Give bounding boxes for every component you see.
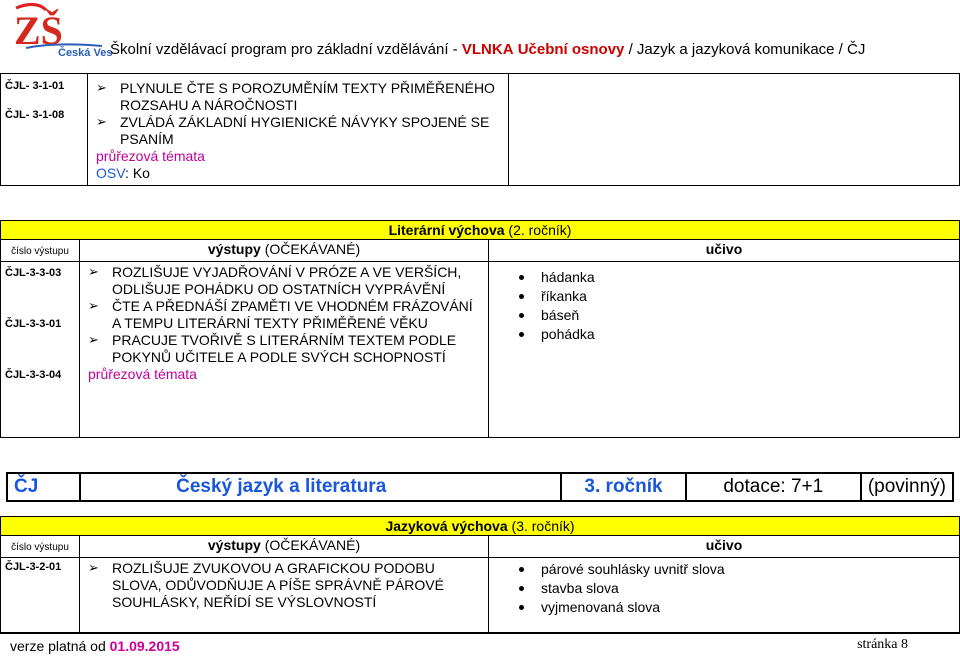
footer-rule (0, 632, 960, 634)
subject-dotace: dotace: 7+1 (686, 473, 861, 501)
osv-label: OSV (96, 165, 126, 181)
content-cell (509, 74, 960, 186)
outcomes-table-reading (0, 73, 960, 186)
section-header (1, 221, 960, 240)
section-year: (2. ročník) (508, 222, 572, 238)
outcomes-table-literature (0, 220, 960, 438)
codes-cell (1, 262, 80, 438)
cross-theme-label: průřezová témata (88, 366, 197, 382)
content-list (489, 560, 959, 617)
content-item: báseň (489, 306, 959, 325)
content-item: párové souhlásky uvnitř slova (489, 560, 959, 579)
subject-bar (6, 472, 954, 502)
content-list (489, 268, 959, 344)
output-item: ➢ ZVLÁDÁ ZÁKLADNÍ HYGIENICKÉ NÁVYKY SPOJENÉ SE PSANÍM (96, 114, 504, 148)
subject-type: (povinný) (861, 473, 953, 501)
subject-name: Český jazyk a literatura (80, 473, 561, 501)
footer-version: verze platná od 01.09.2015 (10, 638, 180, 654)
outcomes-table-language (0, 516, 960, 634)
col-header-outputs: výstupy (OČEKÁVANÉ) (80, 240, 489, 262)
header-osnovy: Učební osnovy (517, 41, 625, 58)
output-code: ČJL- 3-1-08 (5, 108, 65, 121)
subject-code: ČJ (7, 473, 80, 501)
output-code: ČJL- 3-1-01 (5, 80, 65, 92)
content-cell (489, 558, 960, 634)
outputs-cell (88, 74, 509, 186)
content-item: stavba slova (489, 579, 959, 598)
codes-cell (1, 558, 80, 634)
cross-theme-label: průřezová témata (96, 148, 205, 164)
output-code: ČJL-3-3-01 (5, 317, 62, 330)
content-item: hádanka (489, 268, 959, 287)
col-header-outputs: výstupy (OČEKÁVANÉ) (80, 536, 489, 558)
section-header (1, 517, 960, 536)
header-path: / Jazyk a jazyková komunikace / ČJ (628, 41, 866, 58)
col-header-content: učivo (489, 240, 960, 262)
logo-subtitle: Česká Ves (58, 47, 113, 59)
content-item: říkanka (489, 287, 959, 306)
output-code: ČJL-3-3-03 (5, 267, 62, 279)
logo-letters: ZŠ (14, 8, 63, 53)
section-title: Literární výchova (388, 222, 505, 238)
codes-cell (1, 74, 88, 186)
output-code: ČJL-3-2-01 (5, 561, 62, 573)
output-item: ➢ ROZLIŠUJE ZVUKOVOU A GRAFICKOU PODOBU SLOVA, ODŮVODŇUJE A PÍŠE SPRÁVNĚ PÁROVÉ SOUHLÁSKY, NEŘÍDÍ SE VÝSLOVNOSTÍ (88, 560, 484, 611)
content-cell (489, 262, 960, 438)
content-item: pohádka (489, 325, 959, 344)
section-year: (3. ročník) (511, 518, 575, 534)
outputs-cell (80, 262, 489, 438)
col-header-content: učivo (489, 536, 960, 558)
outputs-cell (80, 558, 489, 634)
output-item: ➢ ROZLIŠUJE VYJADŘOVÁNÍ V PRÓZE A VE VERŠÍCH, ODLIŠUJE POHÁDKU OD OSTATNÍCH VYPRÁVĚNÍ (88, 264, 484, 298)
output-item: ➢ PRACUJE TVOŘIVĚ S LITERÁRNÍM TEXTEM PODLE POKYNŮ UČITELE A PODLE SVÝCH SCHOPNOSTÍ (88, 332, 484, 366)
section-title: Jazyková výchova (385, 518, 508, 534)
osv-value: : Ko (125, 165, 150, 181)
output-item: ➢ PLYNULE ČTE S POROZUMĚNÍM TEXTY PŘIMĚŘENÉHO ROZSAHU A NÁROČNOSTI (96, 80, 504, 114)
content-item: vyjmenovaná slova (489, 598, 959, 617)
col-header-code: číslo výstupu (1, 240, 80, 262)
output-item: ➢ ČTE A PŘEDNÁŠÍ ZPAMĚTI VE VHODNÉM FRÁZOVÁNÍ A TEMPU LITERÁRNÍ TEXTY PŘIMĚŘENÉ VĚKU (88, 298, 484, 332)
document-header (110, 41, 865, 58)
output-code: ČJL-3-3-04 (5, 368, 62, 381)
footer-date: 01.09.2015 (109, 638, 180, 654)
school-logo (6, 2, 113, 60)
header-vlnka: VLNKA (461, 41, 514, 58)
subject-grade: 3. ročník (561, 473, 685, 501)
header-program: Školní vzdělávací program pro základní vzdělávání - (110, 41, 458, 58)
page-number: stránka 8 (857, 637, 908, 652)
col-header-code: číslo výstupu (1, 536, 80, 558)
